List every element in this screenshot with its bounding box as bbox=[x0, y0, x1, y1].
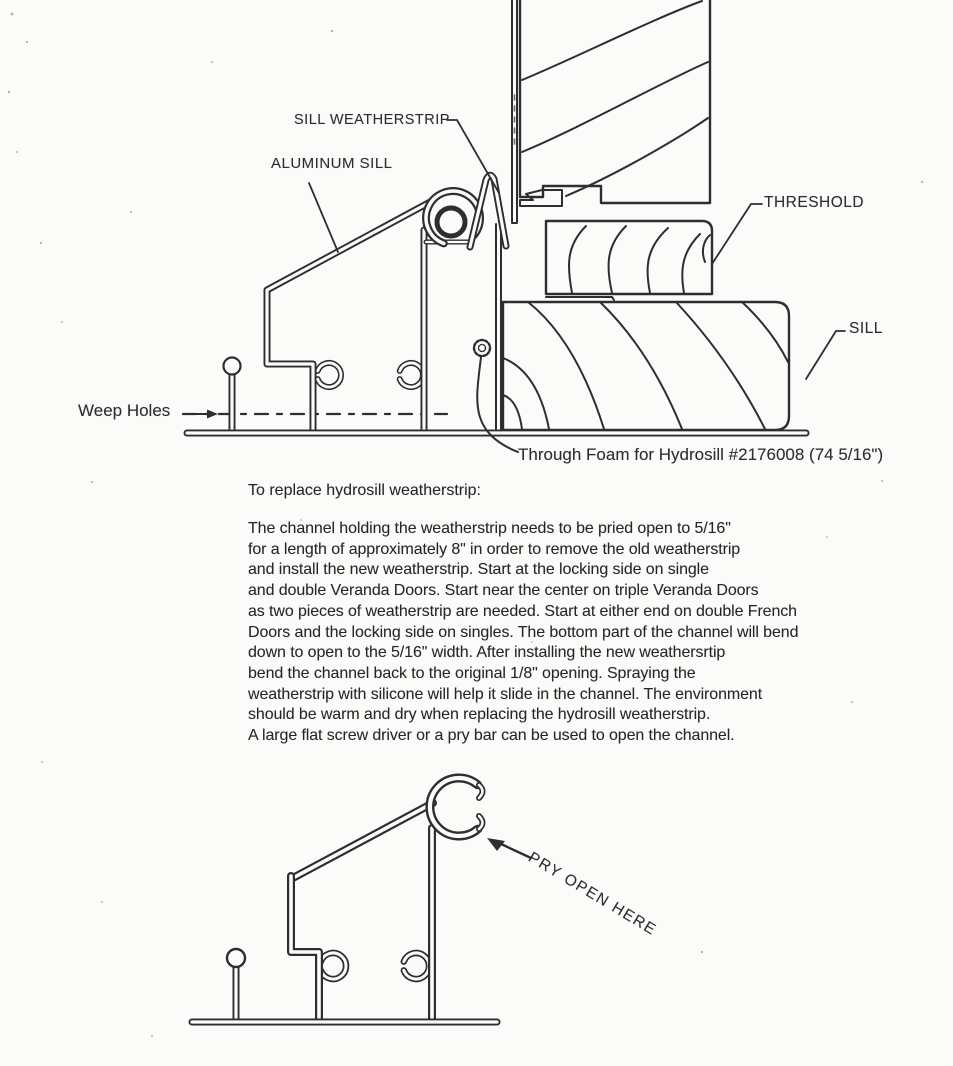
instruction-line: Doors and the locking side on singles. The bottom part of the channel will bend bbox=[248, 623, 799, 641]
weep-arrow-head bbox=[207, 410, 218, 419]
sill-wood bbox=[503, 302, 789, 430]
instructions-heading: To replace hydrosill weatherstrip: bbox=[248, 482, 481, 499]
label-threshold: THRESHOLD bbox=[764, 194, 865, 211]
instruction-line: should be warm and dry when replacing the hydrosill weatherstrip. bbox=[248, 706, 711, 724]
label-weep-holes: Weep Holes bbox=[78, 401, 171, 420]
instruction-line: weatherstrip with silicone will help it slide in the channel. The environment bbox=[248, 685, 763, 703]
instruction-line: bend the channel back to the original 1/8" opening. Spraying the bbox=[248, 664, 696, 682]
weatherstrip-bulb bbox=[437, 208, 465, 236]
leader-aluminum-sill bbox=[309, 183, 338, 252]
instruction-line: down to open to the 5/16" width. After installing the new weathersrtip bbox=[248, 644, 726, 662]
bottom-pry-open-diagram bbox=[192, 778, 531, 1022]
label-pry-open-here: PRY OPEN HERE bbox=[525, 849, 660, 939]
instruction-line: for a length of approximately 8" in order to remove the old weatherstrip bbox=[248, 540, 741, 558]
instruction-line: and double Veranda Doors. Start near the center on triple Veranda Doors bbox=[248, 582, 759, 600]
label-aluminum-sill: ALUMINUM SILL bbox=[271, 155, 393, 172]
top-sill-cross-section bbox=[183, 0, 845, 452]
instruction-line: as two pieces of weatherstrip are needed. Start at either end on double French bbox=[248, 602, 797, 620]
threshold-step bbox=[546, 297, 614, 300]
label-sill: SILL bbox=[849, 320, 883, 337]
knob-post-head bbox=[224, 358, 241, 375]
instruction-line: A large flat screw driver or a pry bar can be used to open the channel. bbox=[248, 727, 735, 745]
instruction-line: The channel holding the weatherstrip needs to be pried open to 5/16" bbox=[248, 520, 731, 537]
instructions-paragraph bbox=[248, 519, 798, 747]
leader-sill bbox=[806, 331, 845, 379]
leader-threshold bbox=[712, 204, 762, 264]
pry-arrow-line bbox=[501, 844, 531, 858]
label-through-foam: Through Foam for Hydrosill #2176008 (74 5/16") bbox=[518, 445, 884, 464]
instruction-line: and install the new weatherstrip. Start at the locking side on single bbox=[248, 561, 709, 579]
label-sill-weatherstrip: SILL WEATHERSTRIP bbox=[294, 112, 450, 128]
door-edge-sweep bbox=[512, 0, 517, 223]
